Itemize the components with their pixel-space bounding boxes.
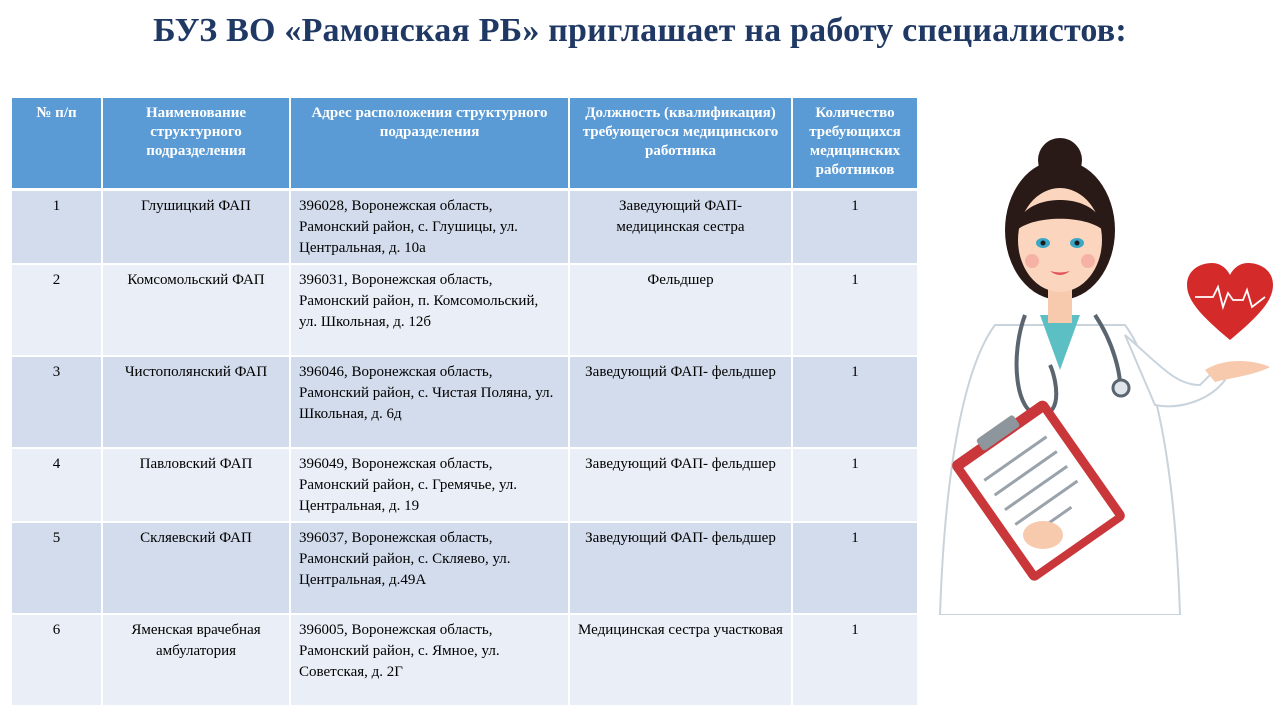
cell-position: Заведующий ФАП- фельдшер — [569, 448, 792, 522]
cell-unit-name: Комсомольский ФАП — [102, 264, 290, 356]
cell-number: 2 — [12, 264, 102, 356]
header-number: № п/п — [12, 98, 102, 190]
page-title: БУЗ ВО «Рамонская РБ» приглашает на работу специалистов: — [153, 12, 1127, 49]
cell-number: 4 — [12, 448, 102, 522]
header-address: Адрес расположения структурного подразделения — [290, 98, 569, 190]
cell-unit-name: Чистополянский ФАП — [102, 356, 290, 448]
header-position: Должность (квалификация) требующегося медицинского работника — [569, 98, 792, 190]
right-cheek — [1081, 254, 1095, 268]
left-pupil — [1041, 241, 1046, 246]
cell-unit-name: Павловский ФАП — [102, 448, 290, 522]
table-header-row — [12, 98, 918, 190]
cell-address: 396028, Воронежская область, Рамонский район, с. Глушицы, ул. Центральная, д. 10а — [290, 190, 569, 265]
cell-count: 1 — [792, 356, 918, 448]
stethoscope-head — [1113, 380, 1129, 396]
table-row — [12, 448, 918, 522]
cell-unit-name: Глушицкий ФАП — [102, 190, 290, 265]
cell-address: 396005, Воронежская область, Рамонский район, с. Ямное, ул. Советская, д. 2Г — [290, 614, 569, 706]
cell-position: Заведующий ФАП- фельдшер — [569, 356, 792, 448]
table-row — [12, 264, 918, 356]
cell-address: 396037, Воронежская область, Рамонский район, с. Скляево, ул. Центральная, д.49А — [290, 522, 569, 614]
cell-number: 3 — [12, 356, 102, 448]
left-cheek — [1025, 254, 1039, 268]
cell-position: Медицинская сестра участковая — [569, 614, 792, 706]
left-hand — [1023, 521, 1063, 549]
cell-number: 1 — [12, 190, 102, 265]
table-row — [12, 356, 918, 448]
cell-address: 396046, Воронежская область, Рамонский район, с. Чистая Поляна, ул. Школьная, д. 6д — [290, 356, 569, 448]
table-row — [12, 614, 918, 706]
nurse-illustration — [925, 135, 1280, 615]
hair-bun — [1038, 138, 1082, 182]
cell-number: 6 — [12, 614, 102, 706]
cell-count: 1 — [792, 522, 918, 614]
cell-count: 1 — [792, 264, 918, 356]
vacancies-table — [12, 98, 919, 707]
cell-number: 5 — [12, 522, 102, 614]
cell-position: Заведующий ФАП- медицинская сестра — [569, 190, 792, 265]
cell-address: 396049, Воронежская область, Рамонский район, с. Гремячье, ул. Центральная, д. 19 — [290, 448, 569, 522]
table-row — [12, 522, 918, 614]
cell-count: 1 — [792, 190, 918, 265]
cell-unit-name: Яменская врачебная амбулатория — [102, 614, 290, 706]
header-unit-name: Наименование структурного подразделения — [102, 98, 290, 190]
cell-count: 1 — [792, 614, 918, 706]
table-row — [12, 190, 918, 265]
right-pupil — [1075, 241, 1080, 246]
cell-count: 1 — [792, 448, 918, 522]
cell-position: Заведующий ФАП- фельдшер — [569, 522, 792, 614]
cell-unit-name: Скляевский ФАП — [102, 522, 290, 614]
cell-position: Фельдшер — [569, 264, 792, 356]
header-count: Количество требующихся медицинских работников — [792, 98, 918, 190]
cell-address: 396031, Воронежская область, Рамонский район, п. Комсомольский, ул. Школьная, д. 12б — [290, 264, 569, 356]
right-hand — [1205, 361, 1270, 382]
